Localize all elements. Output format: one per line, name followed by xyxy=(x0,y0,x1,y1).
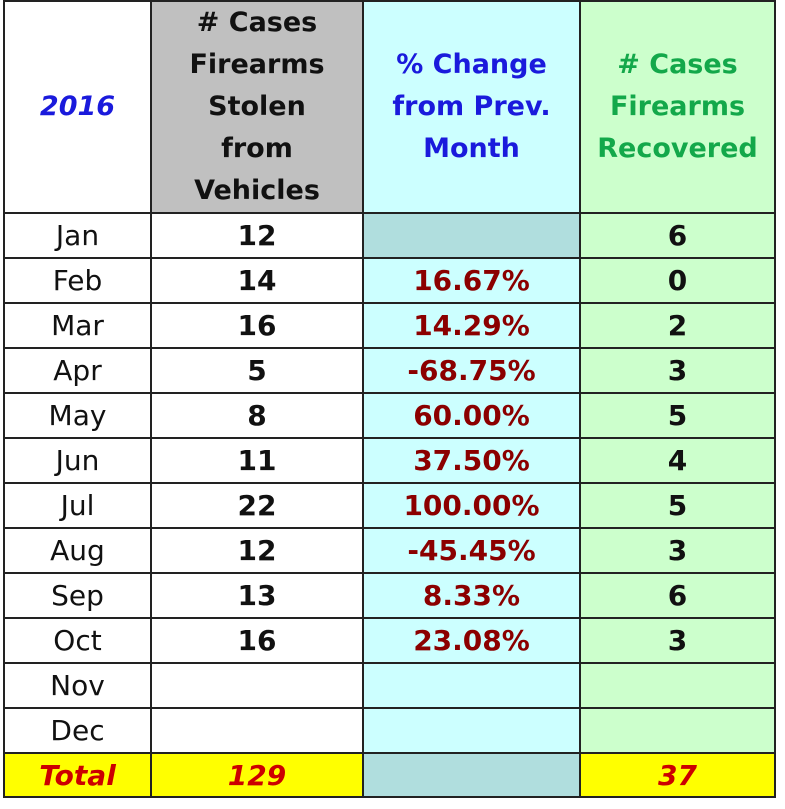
header-stolen-text: # Cases Firearms Stolen from Vehicles xyxy=(189,7,325,206)
stolen-cell xyxy=(151,663,363,708)
recovered-cell: 0 xyxy=(580,258,775,303)
month-cell: May xyxy=(4,393,151,438)
total-row xyxy=(4,753,775,797)
recovered-cell: 6 xyxy=(580,573,775,618)
table-row xyxy=(4,663,775,708)
recovered-cell: 3 xyxy=(580,348,775,393)
total-recovered: 37 xyxy=(580,753,775,797)
total-label: Total xyxy=(4,753,151,797)
pct-change-cell: 16.67% xyxy=(363,258,580,303)
pct-change-cell: -68.75% xyxy=(363,348,580,393)
total-pct xyxy=(363,753,580,797)
stolen-cell: 22 xyxy=(151,483,363,528)
table-row xyxy=(4,258,775,303)
table-row xyxy=(4,618,775,663)
stolen-cell: 8 xyxy=(151,393,363,438)
table-row xyxy=(4,393,775,438)
stats-table-container xyxy=(3,0,776,798)
pct-change-cell: 8.33% xyxy=(363,573,580,618)
header-pct-text: % Change from Prev. Month xyxy=(392,49,551,164)
month-cell: Feb xyxy=(4,258,151,303)
month-cell: Aug xyxy=(4,528,151,573)
recovered-cell: 6 xyxy=(580,213,775,258)
stolen-cell: 16 xyxy=(151,618,363,663)
table-body xyxy=(4,213,775,753)
header-year: 2016 xyxy=(4,1,151,213)
pct-change-cell: 23.08% xyxy=(363,618,580,663)
month-cell: Jan xyxy=(4,213,151,258)
month-cell: Dec xyxy=(4,708,151,753)
table-row xyxy=(4,573,775,618)
pct-change-cell: 37.50% xyxy=(363,438,580,483)
pct-change-cell: 60.00% xyxy=(363,393,580,438)
stolen-cell: 13 xyxy=(151,573,363,618)
header-recovered xyxy=(580,1,775,213)
pct-change-cell xyxy=(363,708,580,753)
pct-change-cell xyxy=(363,663,580,708)
month-cell: Nov xyxy=(4,663,151,708)
recovered-cell xyxy=(580,663,775,708)
header-stolen xyxy=(151,1,363,213)
recovered-cell: 4 xyxy=(580,438,775,483)
month-cell: Mar xyxy=(4,303,151,348)
table-row xyxy=(4,438,775,483)
pct-change-cell: 14.29% xyxy=(363,303,580,348)
month-cell: Apr xyxy=(4,348,151,393)
month-cell: Jul xyxy=(4,483,151,528)
header-pct-change xyxy=(363,1,580,213)
recovered-cell: 3 xyxy=(580,618,775,663)
month-cell: Jun xyxy=(4,438,151,483)
total-stolen: 129 xyxy=(151,753,363,797)
month-cell: Sep xyxy=(4,573,151,618)
pct-change-cell: -45.45% xyxy=(363,528,580,573)
stolen-cell: 16 xyxy=(151,303,363,348)
table-row xyxy=(4,213,775,258)
stolen-cell: 12 xyxy=(151,528,363,573)
stolen-cell xyxy=(151,708,363,753)
recovered-cell: 5 xyxy=(580,483,775,528)
pct-change-cell xyxy=(363,213,580,258)
stolen-cell: 11 xyxy=(151,438,363,483)
table-row xyxy=(4,708,775,753)
recovered-cell: 2 xyxy=(580,303,775,348)
table-row xyxy=(4,528,775,573)
stolen-cell: 14 xyxy=(151,258,363,303)
recovered-cell: 5 xyxy=(580,393,775,438)
month-cell: Oct xyxy=(4,618,151,663)
recovered-cell xyxy=(580,708,775,753)
table-row xyxy=(4,348,775,393)
table-row xyxy=(4,303,775,348)
recovered-cell: 3 xyxy=(580,528,775,573)
header-row xyxy=(4,1,775,213)
stolen-cell: 12 xyxy=(151,213,363,258)
pct-change-cell: 100.00% xyxy=(363,483,580,528)
header-recovered-text: # Cases Firearms Recovered xyxy=(597,49,758,164)
stolen-cell: 5 xyxy=(151,348,363,393)
firearms-stats-table xyxy=(3,0,776,798)
table-row xyxy=(4,483,775,528)
